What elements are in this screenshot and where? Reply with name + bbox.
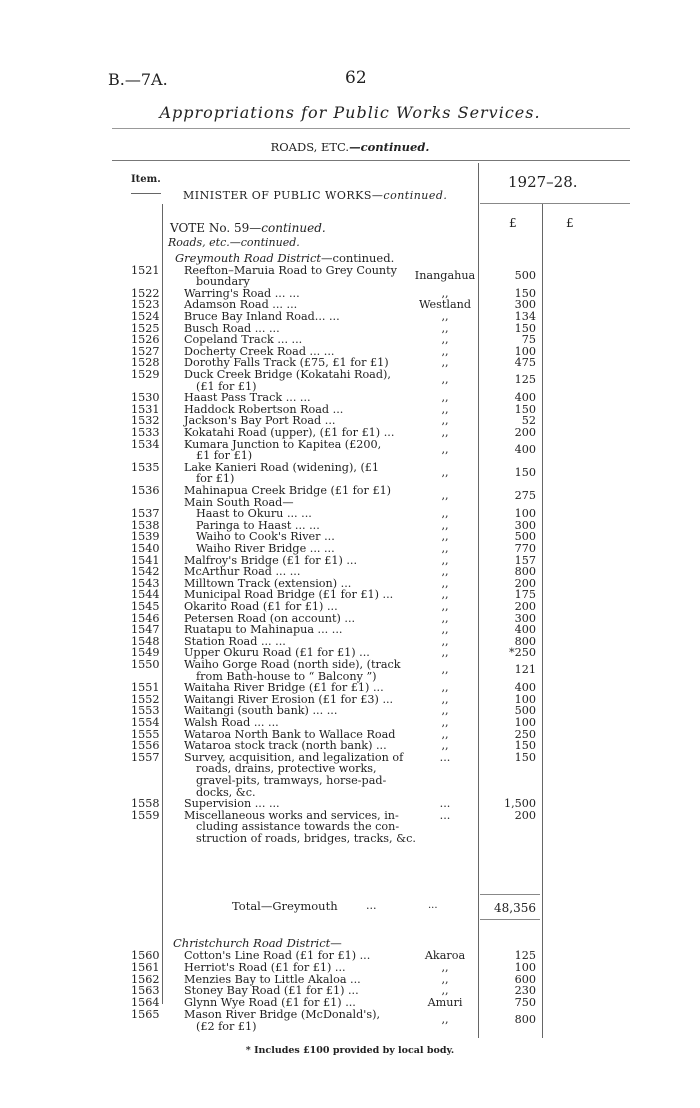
item-amount: 125 bbox=[514, 949, 536, 962]
item-description-continued: from Bath-house to “ Balcony ”) bbox=[196, 669, 377, 683]
item-description: Menzies Bay to Little Akaloa ... bbox=[184, 972, 361, 986]
item-number: 1548 bbox=[131, 634, 160, 648]
item-description: Waiho River Bridge ... ... bbox=[196, 541, 335, 555]
item-description: Supervision ... ... bbox=[184, 797, 280, 811]
item-description-continued: roads, drains, protective works, bbox=[196, 762, 377, 776]
item-description-continued: gravel-pits, tramways, horse-pad- bbox=[196, 773, 387, 787]
item-description: Cotton's Line Road (£1 for £1) ... bbox=[184, 949, 371, 962]
item-amount: 200 bbox=[514, 599, 536, 613]
item-district: ,, bbox=[441, 972, 449, 986]
item-amount: 400 bbox=[514, 442, 536, 456]
item-district: ,, bbox=[441, 715, 449, 729]
item-description: Waitangi (south bank) ... ... bbox=[184, 704, 338, 718]
year-header: 1927–28. bbox=[508, 173, 578, 191]
item-description-continued: £1 for £1) bbox=[196, 449, 253, 463]
item-description-continued: (£2 for £1) bbox=[196, 1019, 257, 1033]
item-number: 1537 bbox=[131, 507, 160, 521]
item-district: ,, bbox=[441, 588, 449, 602]
item-district: ,, bbox=[441, 984, 449, 998]
item-amount: 175 bbox=[514, 588, 536, 602]
item-amount: 52 bbox=[521, 414, 536, 428]
item-number: 1534 bbox=[131, 437, 160, 451]
item-number: 1549 bbox=[131, 646, 160, 660]
total-leader-dots-2: ... bbox=[428, 900, 438, 911]
item-description: Waitaha River Bridge (£1 for £1) ... bbox=[184, 681, 384, 695]
item-amount: 230 bbox=[514, 984, 536, 998]
item-number: 1564 bbox=[131, 996, 160, 1010]
item-district: Inangahua bbox=[414, 268, 476, 282]
item-amount: 400 bbox=[514, 391, 536, 405]
item-amount: 400 bbox=[514, 681, 536, 695]
item-description: Malfroy's Bridge (£1 for £1) ... bbox=[184, 553, 358, 567]
item-amount: *250 bbox=[509, 646, 536, 660]
item-district: Akaroa bbox=[424, 949, 466, 962]
item-number: 1528 bbox=[131, 356, 160, 370]
item-district: ,, bbox=[441, 425, 449, 439]
item-district: ,, bbox=[441, 530, 449, 544]
year-header-rule bbox=[480, 203, 630, 204]
item-number: 1555 bbox=[131, 727, 160, 741]
item-number: 1558 bbox=[131, 797, 160, 811]
item-amount: 770 bbox=[514, 541, 536, 555]
item-district: ... bbox=[439, 750, 451, 764]
item-description: Stoney Bay Road (£1 for £1) ... bbox=[184, 984, 359, 998]
item-district: ,, bbox=[441, 507, 449, 521]
item-description: Bruce Bay Inland Road... ... bbox=[184, 309, 340, 323]
item-number: 1523 bbox=[131, 298, 160, 312]
item-header-rule bbox=[131, 193, 161, 194]
total-leader-dots: ... bbox=[366, 899, 377, 912]
item-amount: 1,500 bbox=[503, 797, 536, 811]
item-description: Duck Creek Bridge (Kokatahi Road), bbox=[184, 367, 391, 381]
item-district: ,, bbox=[441, 518, 449, 532]
item-description: Waitangi River Erosion (£1 for £3) ... bbox=[184, 692, 394, 706]
item-amount: 500 bbox=[514, 268, 536, 282]
item-amount: 157 bbox=[514, 553, 536, 567]
item-description: Glynn Wye Road (£1 for £1) ... bbox=[184, 996, 356, 1010]
item-amount: 200 bbox=[514, 808, 536, 822]
item-district: ,, bbox=[441, 646, 449, 660]
item-district: ,, bbox=[441, 576, 449, 590]
item-district: ,, bbox=[441, 692, 449, 706]
district-continued: —continued. bbox=[321, 251, 395, 265]
item-number: 1522 bbox=[131, 286, 160, 300]
item-description: Petersen Road (on account) ... bbox=[184, 611, 356, 625]
item-description: Dorothy Falls Track (£75, £1 for £1) bbox=[184, 356, 389, 370]
item-column-divider bbox=[162, 204, 163, 1004]
item-description: Busch Road ... ... bbox=[184, 321, 280, 335]
item-number: 1560 bbox=[131, 949, 160, 962]
item-amount: 475 bbox=[514, 356, 536, 370]
item-description-continued: docks, &c. bbox=[196, 785, 256, 799]
item-district: ,, bbox=[441, 356, 449, 370]
item-amount: 400 bbox=[514, 623, 536, 637]
item-description-continued: (£1 for £1) bbox=[196, 379, 257, 393]
item-amount: 275 bbox=[514, 488, 536, 502]
item-district: ,, bbox=[441, 286, 449, 300]
item-amount: 800 bbox=[514, 1013, 536, 1026]
item-number: 1551 bbox=[131, 681, 160, 695]
item-district: ,, bbox=[441, 372, 449, 386]
item-description: Kokatahi Road (upper), (£1 for £1) ... bbox=[184, 425, 395, 439]
item-number: 1556 bbox=[131, 739, 160, 753]
item-amount: 100 bbox=[514, 507, 536, 521]
footnote: * Includes £100 provided by local body. bbox=[245, 1045, 455, 1056]
item-amount: 500 bbox=[514, 530, 536, 544]
item-number: 1532 bbox=[131, 414, 160, 428]
item-description: Survey, acquisition, and legalization of bbox=[184, 750, 404, 764]
item-amount: 100 bbox=[514, 715, 536, 729]
item-number: 1563 bbox=[131, 984, 160, 998]
total-rule-bottom bbox=[480, 919, 540, 920]
item-number: 1543 bbox=[131, 576, 160, 590]
item-column-header: Item. bbox=[131, 174, 161, 185]
item-description: Municipal Road Bridge (£1 for £1) ... bbox=[184, 588, 394, 602]
item-district: ,, bbox=[441, 553, 449, 567]
total-rule-top bbox=[480, 894, 540, 895]
item-description: McArthur Road ... ... bbox=[184, 565, 301, 579]
item-district: ... bbox=[439, 808, 451, 822]
item-amount: 100 bbox=[514, 692, 536, 706]
document-code: B.—7A. bbox=[108, 70, 168, 89]
item-number: 1565 bbox=[131, 1008, 160, 1021]
item-description: Kumara Junction to Kapitea (£200, bbox=[184, 437, 382, 451]
item-amount: 125 bbox=[514, 372, 536, 386]
item-description: Waiho Gorge Road (north side), (track bbox=[184, 657, 401, 671]
pound-symbol-col2: £ bbox=[566, 216, 574, 230]
item-number: 1521 bbox=[131, 263, 160, 277]
item-description: Milltown Track (extension) ... bbox=[184, 576, 352, 590]
item-description: Upper Okuru Road (£1 for £1) ... bbox=[184, 646, 370, 660]
item-description: Warring's Road ... ... bbox=[184, 286, 300, 300]
item-amount: 75 bbox=[521, 333, 536, 347]
minister-continued: —continued. bbox=[371, 189, 448, 202]
item-amount: 150 bbox=[514, 321, 536, 335]
item-number: 1561 bbox=[131, 960, 160, 974]
item-amount: 150 bbox=[514, 739, 536, 753]
item-district: ,, bbox=[441, 565, 449, 579]
item-description: Reefton–Maruia Road to Grey County bbox=[184, 263, 397, 277]
item-district: ,, bbox=[441, 599, 449, 613]
item-description: Mahinapua Creek Bridge (£1 for £1) bbox=[184, 483, 392, 497]
item-amount: 800 bbox=[514, 565, 536, 579]
amount-column-mid-rule bbox=[542, 204, 543, 1038]
item-amount: 150 bbox=[514, 465, 536, 479]
item-description-continued: cluding assistance towards the con- bbox=[196, 820, 400, 834]
item-district: ,, bbox=[441, 488, 449, 502]
item-number: 1557 bbox=[131, 750, 160, 764]
total-label: Total—Greymouth bbox=[232, 899, 338, 913]
item-amount: 600 bbox=[514, 972, 536, 986]
item-amount: 250 bbox=[514, 727, 536, 741]
item-amount: 200 bbox=[514, 576, 536, 590]
item-number: 1552 bbox=[131, 692, 160, 706]
item-description: Herriot's Road (£1 for £1) ... bbox=[184, 960, 346, 974]
page-title: Appropriations for Public Works Services. bbox=[159, 103, 541, 122]
item-number: 1525 bbox=[131, 321, 160, 335]
item-district: ,, bbox=[441, 623, 449, 637]
item-amount: 150 bbox=[514, 286, 536, 300]
item-amount: 100 bbox=[514, 344, 536, 358]
page-number: 62 bbox=[345, 68, 367, 88]
christchurch-district-dash: — bbox=[330, 936, 342, 950]
item-district: ,, bbox=[441, 309, 449, 323]
item-number: 1527 bbox=[131, 344, 160, 358]
item-amount: 500 bbox=[514, 704, 536, 718]
item-number: 1530 bbox=[131, 391, 160, 405]
item-number: 1524 bbox=[131, 309, 160, 323]
section-label: ROADS, ETC. bbox=[270, 140, 350, 154]
item-description: Haast Pass Track ... ... bbox=[184, 391, 311, 405]
item-district: ,, bbox=[441, 442, 449, 456]
item-district: ,, bbox=[441, 662, 449, 676]
item-description: Ruatapu to Mahinapua ... ... bbox=[184, 623, 343, 637]
item-description: Haast to Okuru ... ... bbox=[196, 507, 312, 521]
item-description: Lake Kanieri Road (widening), (£1 bbox=[184, 460, 380, 474]
item-description: Station Road ... ... bbox=[184, 634, 286, 648]
item-amount: 134 bbox=[514, 309, 536, 323]
item-district: ,, bbox=[441, 402, 449, 416]
item-number: 1550 bbox=[131, 657, 160, 671]
item-amount: 750 bbox=[514, 996, 536, 1010]
item-district: ,, bbox=[441, 960, 449, 974]
district-label: Greymouth Road District bbox=[175, 251, 322, 265]
item-description-continued: struction of roads, bridges, tracks, &c. bbox=[196, 831, 416, 845]
item-district: ,, bbox=[441, 681, 449, 695]
item-description: Wataroa stock track (north bank) ... bbox=[184, 739, 387, 753]
item-amount: 800 bbox=[514, 634, 536, 648]
item-description: Paringa to Haast ... ... bbox=[196, 518, 320, 532]
item-district: ,, bbox=[441, 1013, 449, 1026]
item-district: ,, bbox=[441, 333, 449, 347]
item-district: ,, bbox=[441, 541, 449, 555]
item-description: Mason River Bridge (McDonald's), bbox=[184, 1008, 380, 1021]
item-description: Walsh Road ... ... bbox=[184, 715, 279, 729]
item-amount: 300 bbox=[514, 518, 536, 532]
item-number: 1533 bbox=[131, 425, 160, 439]
roads-etc-subheading: Roads, etc.—continued. bbox=[168, 236, 300, 249]
item-description: Haddock Robertson Road ... bbox=[184, 402, 344, 416]
item-amount: 150 bbox=[514, 402, 536, 416]
item-district: ,, bbox=[441, 414, 449, 428]
pound-symbol-col1: £ bbox=[509, 216, 517, 230]
item-description-continued: for £1) bbox=[196, 472, 235, 486]
item-number: 1547 bbox=[131, 623, 160, 637]
item-number: 1536 bbox=[131, 483, 160, 497]
item-description: Waiho to Cook's River ... bbox=[196, 530, 335, 544]
item-district: ,, bbox=[441, 611, 449, 625]
item-amount: 200 bbox=[514, 425, 536, 439]
item-description: Jackson's Bay Port Road ... bbox=[184, 414, 336, 428]
vote-label: VOTE No. 59 bbox=[170, 221, 250, 235]
item-district: ,, bbox=[441, 727, 449, 741]
item-number: 1540 bbox=[131, 541, 160, 555]
section-heading bbox=[0, 140, 700, 154]
item-description-continued: boundary bbox=[196, 275, 250, 289]
item-number: 1546 bbox=[131, 611, 160, 625]
item-amount: 150 bbox=[514, 750, 536, 764]
item-district: Westland bbox=[418, 298, 472, 312]
item-number: 1562 bbox=[131, 972, 160, 986]
item-district: ,, bbox=[441, 391, 449, 405]
vote-heading bbox=[170, 221, 326, 235]
item-district: ... bbox=[439, 797, 451, 811]
christchurch-district-heading bbox=[173, 936, 342, 950]
item-number: 1544 bbox=[131, 588, 160, 602]
item-amount: 100 bbox=[514, 960, 536, 974]
christchurch-district-label: Christchurch Road District bbox=[173, 936, 331, 950]
item-description: Okarito Road (£1 for £1) ... bbox=[184, 599, 338, 613]
total-amount: 48,356 bbox=[494, 901, 536, 915]
title-rule bbox=[112, 128, 630, 129]
item-number: 1529 bbox=[131, 367, 160, 381]
item-district: ,, bbox=[441, 465, 449, 479]
item-district: ,, bbox=[441, 344, 449, 358]
item-description: Copeland Track ... ... bbox=[184, 333, 303, 347]
item-description: Adamson Road ... ... bbox=[184, 298, 298, 312]
item-number: 1545 bbox=[131, 599, 160, 613]
item-number: 1553 bbox=[131, 704, 160, 718]
item-amount: 300 bbox=[514, 611, 536, 625]
item-number: 1535 bbox=[131, 460, 160, 474]
minister-label: MINISTER OF PUBLIC WORKS bbox=[183, 189, 372, 202]
district-heading bbox=[175, 251, 394, 265]
item-amount: 300 bbox=[514, 298, 536, 312]
vote-continued: —continued. bbox=[249, 221, 326, 235]
item-number: 1538 bbox=[131, 518, 160, 532]
item-number: 1554 bbox=[131, 715, 160, 729]
item-district: ,, bbox=[441, 321, 449, 335]
item-description: Miscellaneous works and services, in- bbox=[184, 808, 399, 822]
table-top-rule bbox=[112, 160, 630, 161]
item-district: ,, bbox=[441, 634, 449, 648]
item-number: 1542 bbox=[131, 565, 160, 579]
item-number: 1526 bbox=[131, 333, 160, 347]
item-amount: 121 bbox=[514, 662, 536, 676]
item-description: Wataroa North Bank to Wallace Road bbox=[184, 727, 396, 741]
item-number: 1531 bbox=[131, 402, 160, 416]
item-description-continued: Main South Road— bbox=[184, 495, 294, 509]
item-number: 1539 bbox=[131, 530, 160, 544]
item-number: 1559 bbox=[131, 808, 160, 822]
item-district: ,, bbox=[441, 739, 449, 753]
item-district: Amuri bbox=[427, 996, 463, 1010]
item-number: 1541 bbox=[131, 553, 160, 567]
item-description: Docherty Creek Road ... ... bbox=[184, 344, 335, 358]
section-continued: —continued. bbox=[349, 140, 430, 154]
item-district: ,, bbox=[441, 704, 449, 718]
